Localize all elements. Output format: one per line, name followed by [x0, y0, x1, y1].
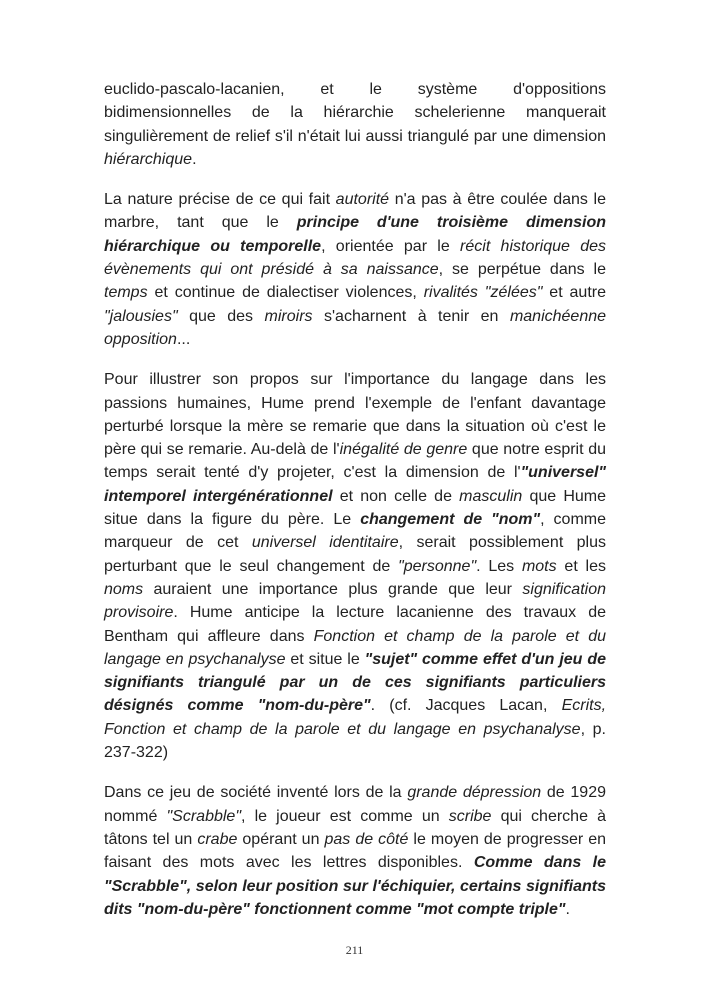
text-run: et continue de dialectiser violences,	[147, 284, 424, 302]
text-run: que notre esprit du temps serait tenté d'y projeter, c'est la dimension de l'	[104, 441, 607, 482]
text-run: La nature précise de ce qui fait	[104, 191, 336, 209]
text-run: ...	[176, 330, 191, 348]
bold-italic-run: Comme dans le "Scrabble", selon leur position sur l'échiquier, certains signifiants dits "nom-du-père" fonctionnent comme "mot compte triple"	[104, 854, 607, 918]
page-number: 211	[345, 943, 364, 957]
paragraph-1	[104, 78, 606, 171]
italic-run: grande dépression	[407, 784, 542, 802]
text-run: Pour illustrer son propos sur l'importance du langage dans les passions humaines, Hume prend l'exemple de l'enfant davantage perturbé lorsque la mère se remarie que dans la situation où c'est le père qui se remarie. Au-delà de l'	[104, 371, 606, 459]
italic-run: rivalités "zélées"	[423, 284, 543, 302]
text-run: .	[565, 900, 570, 918]
text-run: , comme marqueur de cet	[104, 511, 607, 552]
text-run: , serait possiblement plus perturbant que le seul changement de	[104, 534, 607, 575]
italic-run: autorité	[335, 191, 390, 209]
italic-run: masculin	[459, 487, 523, 505]
page-body	[104, 78, 606, 921]
text-run: . Hume anticipe la lecture lacanienne des travaux de Bentham qui affleure dans	[104, 604, 606, 645]
italic-run: scribe	[448, 807, 492, 825]
text-run: le moyen de progresser en faisant des mots avec les lettres disponibles.	[104, 830, 607, 872]
text-run: , orientée par le	[321, 237, 461, 255]
bold-italic-run: principe d'une troisième dimension hiérarchique ou temporelle	[104, 214, 606, 255]
text-run: que Hume situe dans la figure du père. Le	[104, 487, 607, 529]
italic-run: inégalité de genre	[339, 441, 468, 459]
italic-run: "Scrabble"	[166, 807, 241, 825]
paragraph-3	[104, 368, 606, 764]
bold-italic-run: changement de "nom"	[360, 511, 541, 529]
italic-run: universel identitaire	[251, 534, 399, 552]
text-run: , p. 237-322)	[104, 720, 606, 762]
italic-run: "personne"	[398, 557, 477, 575]
text-run: Dans ce jeu de société inventé lors de la	[104, 784, 408, 802]
text-run: et autre	[542, 284, 606, 302]
text-run: n'a pas à être coulée dans le marbre, tant que le	[104, 191, 606, 232]
italic-run: "jalousies"	[104, 307, 178, 325]
text-run: et les	[556, 557, 607, 575]
text-run: et situe le	[285, 650, 365, 668]
paragraph-2	[104, 188, 606, 351]
italic-run: mots	[521, 557, 557, 575]
text-run: euclido-pascalo-lacanien, et le système d'oppositions bidimensionnelles de la hiérarchie schelerienne manquerait singulièrement de relief s'il n'était lui aussi triangulé par une dimension	[104, 81, 606, 145]
italic-run: pas de côté	[324, 830, 409, 848]
bold-italic-run: "sujet" comme effet d'un jeu de signifiants triangulé par un de ces signifiants particuliers désignés comme "nom-du-père"	[104, 650, 607, 715]
italic-run: récit historique des évènements qui ont présidé à sa naissance	[104, 237, 606, 279]
italic-run: miroirs	[264, 307, 313, 325]
italic-run: Ecrits, Fonction et champ de la parole et du langage en psychanalyse	[104, 697, 607, 738]
italic-run: noms	[104, 580, 144, 598]
text-run: de 1929 nommé	[104, 784, 606, 825]
bold-italic-run: "universel" intemporel intergénérationnel	[104, 464, 606, 505]
text-run: que des	[177, 307, 265, 325]
italic-run: temps	[104, 284, 148, 302]
italic-run: signification provisoire	[104, 580, 606, 622]
text-run: , se perpétue dans le	[438, 261, 607, 279]
text-run: et non celle de	[332, 487, 460, 505]
italic-run: crabe	[197, 830, 238, 848]
italic-run: Fonction et champ de la parole et du langage en psychanalyse	[104, 627, 607, 668]
text-run: , le joueur est comme un	[241, 807, 449, 825]
text-run: opérant un	[237, 830, 325, 848]
text-run: qui cherche à tâtons tel un	[104, 807, 606, 848]
italic-run: manichéenne opposition	[104, 307, 607, 348]
text-run: auraient une importance plus grande que leur	[143, 580, 523, 598]
text-run: s'acharnent à tenir en	[312, 307, 510, 325]
text-run: . Les	[476, 557, 522, 575]
text-run: .	[192, 150, 197, 168]
text-run: . (cf. Jacques Lacan,	[370, 697, 562, 715]
paragraph-4	[104, 781, 606, 921]
italic-run: hiérarchique	[104, 150, 193, 168]
